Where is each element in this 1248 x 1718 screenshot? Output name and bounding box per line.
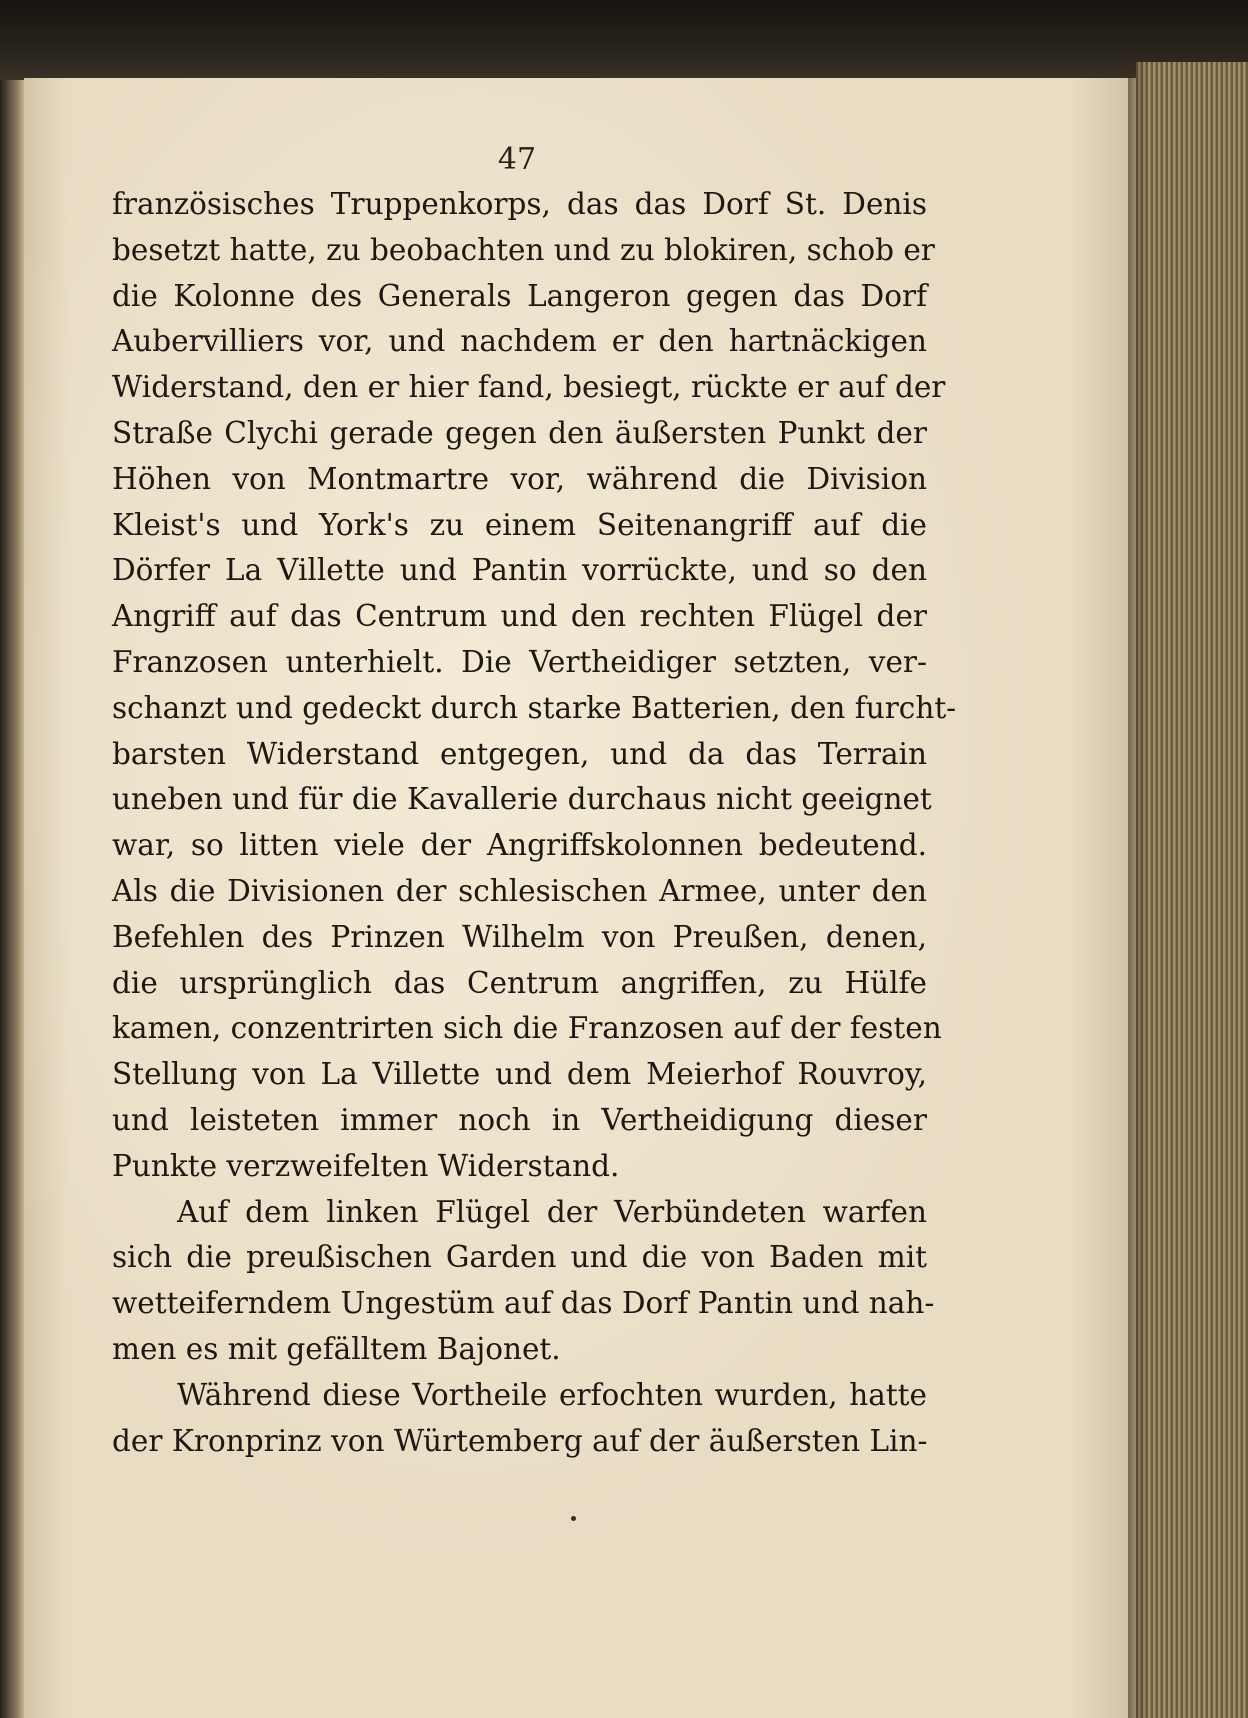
text-line: Kleist's und York's zu einem Seitenangriff auf die (112, 507, 927, 542)
text-line: die Kolonne des Generals Langeron gegen das Dorf (112, 278, 927, 313)
scanner-background (0, 0, 1248, 80)
text-line: war, so litten viele der Angriffskolonnen bedeutend. (112, 828, 927, 863)
text-line: die ursprünglich das Centrum angriffen, zu Hülfe (112, 965, 927, 1000)
text-line: Dörfer La Villette und Pantin vorrückte, und so den (112, 553, 927, 588)
text-line: uneben und für die Kavallerie durchaus nicht geeignet (112, 782, 932, 817)
text-line: Widerstand, den er hier fand, besiegt, rückte er auf der (112, 370, 946, 405)
page-number: 47 (497, 142, 537, 177)
text-line: Stellung von La Villette und dem Meierhof Rouvroy, (112, 1057, 927, 1092)
body-text (112, 182, 957, 1464)
ink-mark (571, 1516, 576, 1521)
page-stack-edge (1136, 62, 1248, 1718)
text-line: der Kronprinz von Würtemberg auf der äußersten Lin- (112, 1423, 928, 1458)
text-line: Auf dem linken Flügel der Verbündeten warfen (177, 1194, 927, 1229)
text-line: Franzosen unterhielt. Die Vertheidiger setzten, ver- (112, 644, 927, 679)
book-gutter (0, 80, 24, 1718)
text-line: besetzt hatte, zu beobachten und zu blokiren, schob er (112, 232, 935, 267)
text-line: sich die preußischen Garden und die von Baden mit (112, 1240, 927, 1275)
text-line: Höhen von Montmartre vor, während die Division (112, 461, 927, 496)
text-line: und leisteten immer noch in Vertheidigung dieser (112, 1102, 927, 1137)
page-edge-shadow (1128, 62, 1148, 1718)
text-line: schanzt und gedeckt durch starke Batterien, den furcht- (112, 690, 957, 725)
text-line: Straße Clychi gerade gegen den äußersten Punkt der (112, 415, 927, 450)
text-line: Aubervilliers vor, und nachdem er den hartnäckigen (112, 324, 927, 359)
text-line: wetteiferndem Ungestüm auf das Dorf Pantin und nah- (112, 1286, 935, 1321)
text-line: barsten Widerstand entgegen, und da das Terrain (112, 736, 927, 771)
text-line: Angriff auf das Centrum und den rechten Flügel der (112, 599, 927, 634)
text-line: Als die Divisionen der schlesischen Armee, unter den (112, 873, 927, 908)
text-line: französisches Truppenkorps, das das Dorf St. Denis (112, 187, 927, 221)
text-line: kamen, conzentrirten sich die Franzosen auf der festen (112, 1011, 942, 1046)
text-line: men es mit gefälltem Bajonet. (112, 1331, 561, 1366)
text-line: Punkte verzweifelten Widerstand. (112, 1148, 620, 1183)
text-line: Befehlen des Prinzen Wilhelm von Preußen, denen, (112, 919, 927, 954)
text-line: Während diese Vortheile erfochten wurden, hatte (177, 1377, 927, 1412)
